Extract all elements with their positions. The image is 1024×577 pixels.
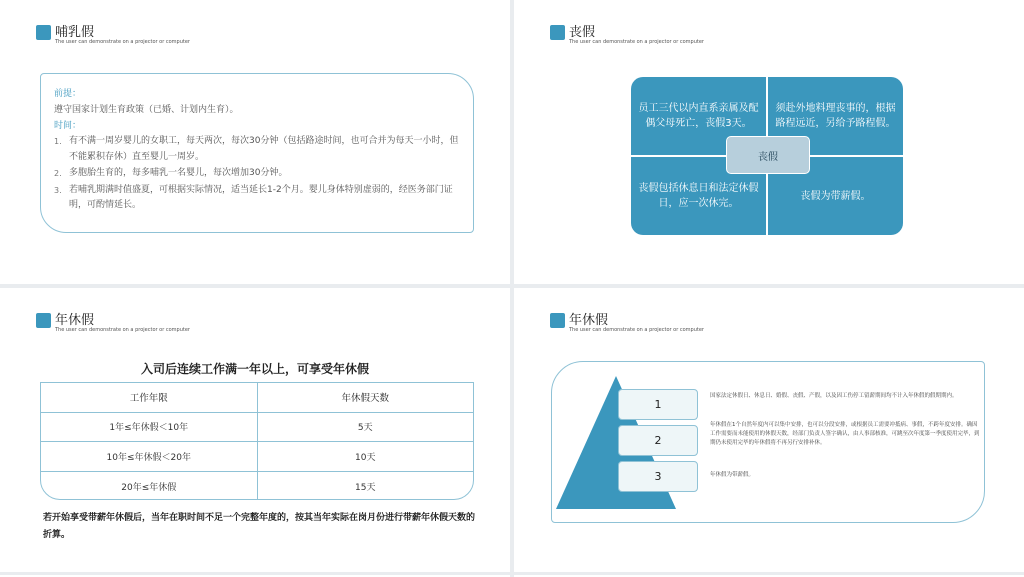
slide-breastfeeding-leave bbox=[0, 0, 510, 284]
table-cell: 15天 bbox=[355, 482, 376, 493]
slide-title: 年休假 bbox=[569, 313, 609, 328]
footnote: 若开始享受带薪年休假后，当年在职时间不足一个完整年度的，按其当年实际在岗月份进行带薪年休假天数的折算。 bbox=[43, 513, 476, 540]
table-cell: 5天 bbox=[357, 423, 373, 434]
slide-annual-leave-table bbox=[0, 288, 510, 572]
table-cell: 1年≤年休假＜10年 bbox=[41, 413, 258, 442]
header-cell: 年休假天数 bbox=[341, 393, 389, 405]
quadrant-top-left: 员工三代以内直系亲属及配偶父母死亡，丧假3天。 bbox=[631, 77, 766, 155]
item-number: 2. bbox=[54, 169, 62, 178]
title-square-icon bbox=[36, 25, 51, 40]
table-row bbox=[41, 413, 473, 443]
table-cell: 20年≤年休假 bbox=[41, 472, 258, 501]
quadrant-bottom-left: 丧假包括休息日和法定休假日，应一次休完。 bbox=[631, 157, 766, 235]
table-cell: 10天 bbox=[355, 452, 376, 463]
slide-title: 哺乳假 bbox=[55, 25, 95, 40]
slide-subtitle: The user can demonstrate on a projector or computer bbox=[55, 327, 190, 333]
title-square-icon bbox=[550, 313, 565, 328]
pyramid-level-1: 1 bbox=[618, 389, 698, 420]
content-box bbox=[40, 73, 474, 233]
slide-funeral-leave bbox=[514, 0, 1024, 284]
pyramid-level-3: 3 bbox=[618, 461, 698, 492]
item-text: 有不满一周岁婴儿的女职工，每天两次，每次30分钟（包括路途时间，也可合并为每天一小时，但不能累积存休）直至婴儿一周岁。 bbox=[69, 136, 459, 162]
slide-title: 年休假 bbox=[55, 313, 95, 328]
table-header-row bbox=[41, 383, 473, 413]
level-1-description: 国家法定休假日、休息日、婚假、丧假、产假，以及因工伤停工留薪期间均不计入年休假的假期期内。 bbox=[710, 393, 958, 399]
slide-title: 丧假 bbox=[569, 25, 596, 40]
quadrant-bottom-right: 丧假为带薪假。 bbox=[768, 157, 903, 235]
slide-annual-leave-pyramid bbox=[514, 288, 1024, 572]
time-label: 时间： bbox=[54, 121, 82, 131]
slide-subtitle: The user can demonstrate on a projector or computer bbox=[55, 39, 190, 45]
pyramid-level-2: 2 bbox=[618, 425, 698, 456]
title-square-icon bbox=[36, 313, 51, 328]
item-text: 多胞胎生育的，每多哺乳一名婴儿，每次增加30分钟。 bbox=[69, 168, 288, 178]
slide-subtitle: The user can demonstrate on a projector or computer bbox=[569, 327, 704, 333]
premise-text: 遵守国家计划生育政策（已婚、计划内生育）。 bbox=[54, 105, 239, 115]
table-row bbox=[41, 442, 473, 472]
level-2-description: 年休假在1个自然年度内可以集中安排，也可以分段安排，或根据员工需要冲抵病、事假，不跨年度安排。确因工作需要而未能使用的休假天数，经部门负责人签字确认，由人事部核准，可跳至次年度第一季度使用完毕，到期仍未使用完毕的年休假将不再另行安排补休。 bbox=[710, 422, 980, 446]
list-item bbox=[54, 134, 461, 165]
table-row bbox=[41, 472, 473, 501]
section-heading: 入司后连续工作满一年以上，可享受年休假 bbox=[140, 362, 369, 376]
level-3-description: 年休假为带薪假。 bbox=[710, 472, 755, 478]
quadrant-top-right: 须赴外地料理丧事的，根据路程远近，另给予路程假。 bbox=[768, 77, 903, 155]
title-square-icon bbox=[550, 25, 565, 40]
list-item bbox=[54, 183, 461, 214]
header-cell: 工作年限 bbox=[41, 383, 258, 412]
item-text: 若哺乳期满时值盛夏，可根据实际情况，适当延长1-2个月。婴儿身体特别虚弱的，经医务部门证明，可酌情延长。 bbox=[69, 184, 453, 210]
rule-list bbox=[54, 134, 461, 214]
center-label: 丧假 bbox=[726, 136, 810, 174]
premise-label: 前提： bbox=[54, 89, 82, 99]
item-number: 1. bbox=[54, 137, 62, 146]
table-cell: 10年≤年休假＜20年 bbox=[41, 442, 258, 471]
item-number: 3. bbox=[54, 185, 62, 195]
slide-subtitle: The user can demonstrate on a projector or computer bbox=[569, 39, 704, 45]
list-item bbox=[54, 166, 461, 182]
annual-leave-table bbox=[40, 382, 474, 500]
